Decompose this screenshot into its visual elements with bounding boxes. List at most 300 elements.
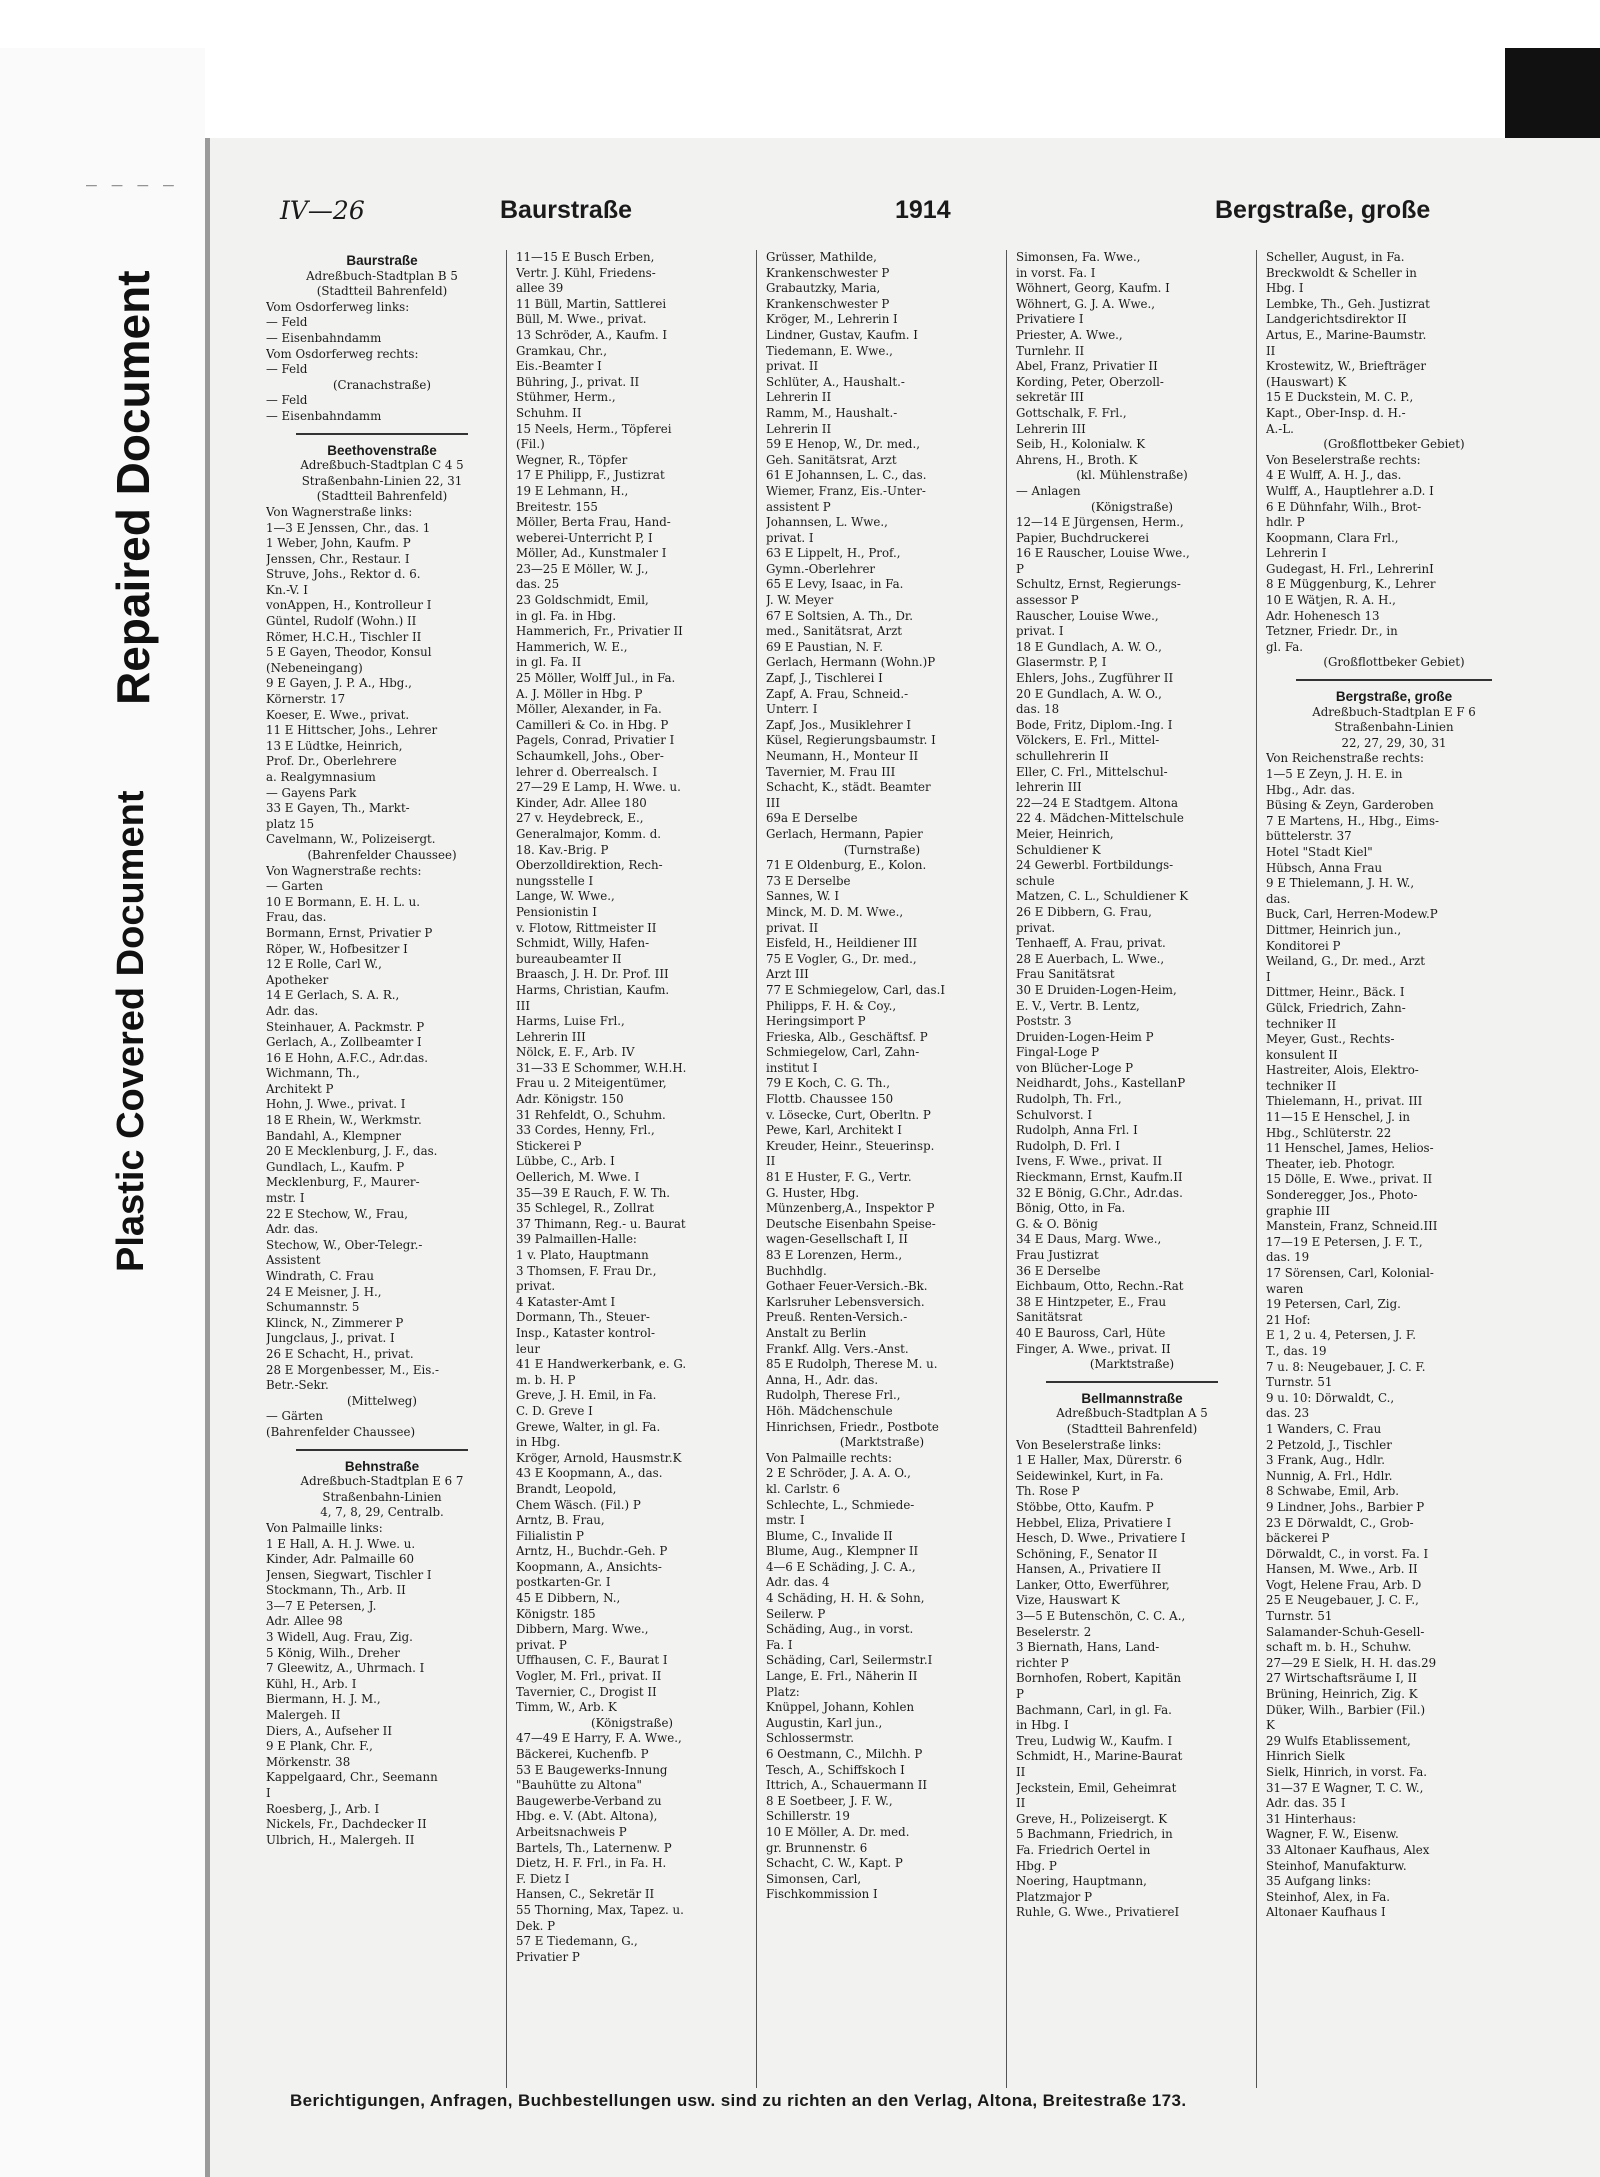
left-margin bbox=[0, 48, 205, 2177]
directory-line: allee 39 bbox=[516, 281, 564, 296]
directory-line: Seidewinkel, Kurt, in Fa. bbox=[1016, 1468, 1164, 1483]
directory-line: Krankenschwester P bbox=[766, 296, 890, 311]
street-heading: Beethovenstraße bbox=[327, 442, 437, 458]
directory-line: Münzenberg,A., Inspektor P bbox=[766, 1201, 935, 1216]
directory-line: in Hbg. I bbox=[1016, 1718, 1069, 1733]
directory-line: — Feld bbox=[266, 393, 308, 408]
directory-line: 32 E Bönig, G.Chr., Adr.das. bbox=[1016, 1185, 1183, 1200]
directory-line: Thielemann, H., privat. III bbox=[1266, 1094, 1423, 1109]
directory-line: von Blücher-Loge P bbox=[1016, 1060, 1134, 1075]
directory-line: Wichmann, Th., bbox=[266, 1066, 360, 1081]
directory-line: Gramkau, Chr., bbox=[516, 343, 608, 358]
directory-line: (Marktstraße) bbox=[1089, 1357, 1175, 1372]
directory-line: G. Huster, Hbg. bbox=[766, 1185, 860, 1200]
directory-line: Koeser, E. Wwe., privat. bbox=[266, 707, 410, 722]
directory-line: Scheller, August, in Fa. bbox=[1266, 250, 1405, 264]
directory-line: Schäding, Aug., in vorst. bbox=[766, 1622, 914, 1637]
directory-line: Büll, M. Wwe., privat. bbox=[516, 312, 647, 327]
directory-line: — Eisenbahndamm bbox=[266, 330, 382, 345]
directory-line: Wagner, F. W., Eisenw. bbox=[1266, 1827, 1399, 1842]
directory-line: Ahrens, H., Broth. K bbox=[1016, 452, 1138, 467]
directory-line: Insp., Kataster kontrol- bbox=[516, 1325, 655, 1340]
directory-line: 1 Weber, John, Kaufm. P bbox=[266, 536, 411, 551]
directory-line: 20 E Mecklenburg, J. F., das. bbox=[266, 1144, 438, 1159]
directory-line: Hinrichsen, Friedr., Postbote bbox=[766, 1419, 939, 1434]
directory-line: P bbox=[1016, 561, 1024, 576]
directory-line: Schöning, F., Senator II bbox=[1016, 1546, 1158, 1561]
directory-line: Papier, Buchdruckerei bbox=[1016, 530, 1149, 545]
directory-line: m. b. H. P bbox=[516, 1372, 576, 1387]
directory-line: bureaubeamter II bbox=[516, 951, 622, 966]
directory-line: Adr. das. bbox=[266, 1222, 319, 1237]
directory-line: 69a E Derselbe bbox=[766, 811, 858, 826]
directory-line: 3—7 E Petersen, J. bbox=[266, 1598, 377, 1613]
directory-line: Privatiere I bbox=[1016, 312, 1084, 327]
directory-line: Apotheker bbox=[266, 972, 329, 987]
directory-line: Schlossermstr. bbox=[766, 1731, 854, 1746]
directory-line: 77 E Schmiegelow, Carl, das.I bbox=[766, 982, 945, 997]
directory-line: Hbg. P bbox=[1016, 1858, 1057, 1873]
directory-line: Ruhle, G. Wwe., PrivatiereI bbox=[1016, 1905, 1180, 1920]
directory-line: v. Flotow, Rittmeister II bbox=[516, 920, 657, 935]
directory-line: Buchhdlg. bbox=[766, 1263, 827, 1278]
directory-line: Windrath, C. Frau bbox=[266, 1269, 374, 1283]
directory-line: Zapf, J., Tischlerei I bbox=[766, 671, 883, 686]
directory-line: Frau u. 2 Miteigentümer, bbox=[516, 1076, 667, 1091]
directory-line: Adreßbuch-Stadtplan E 6 7 bbox=[300, 1474, 464, 1489]
directory-line: 7 E Martens, H., Hbg., Eims- bbox=[1266, 813, 1440, 828]
directory-line: Stühmer, Herm., bbox=[516, 390, 616, 405]
directory-line: Vogler, M. Frl., privat. II bbox=[516, 1669, 662, 1684]
directory-line: 4—6 E Schäding, J. C. A., bbox=[766, 1559, 916, 1574]
directory-line: 9 E Thielemann, J. H. W., bbox=[1266, 876, 1415, 891]
left-street-title: Baurstraße bbox=[500, 196, 632, 224]
directory-line: Küsel, Regierungsbaumstr. I bbox=[766, 733, 936, 748]
directory-line: Generalmajor, Komm. d. bbox=[516, 826, 662, 841]
directory-line: Schumannstr. 5 bbox=[266, 1300, 360, 1315]
directory-line: P bbox=[1016, 1687, 1024, 1702]
directory-line: Adreßbuch-Stadtplan C 4 5 bbox=[300, 458, 464, 473]
directory-line: 4, 7, 8, 29, Centralb. bbox=[320, 1505, 444, 1520]
directory-line: 4 Kataster-Amt I bbox=[516, 1294, 616, 1309]
directory-line: 13 Schröder, A., Kaufm. I bbox=[516, 327, 668, 342]
directory-line: privat. bbox=[1016, 920, 1056, 935]
directory-line: Glasermstr. P, I bbox=[1016, 655, 1107, 670]
directory-line: 12 E Rolle, Carl W., bbox=[266, 957, 382, 972]
directory-line: gl. Fa. bbox=[1266, 639, 1303, 654]
directory-line: Diers, A., Aufseher II bbox=[266, 1723, 392, 1738]
directory-line: Von Wagnerstraße rechts: bbox=[266, 863, 422, 878]
directory-line: Schulvorst. I bbox=[1016, 1107, 1093, 1122]
directory-line: Koopmann, A., Ansichts- bbox=[516, 1559, 662, 1574]
directory-line: Tetzner, Friedr. Dr., in bbox=[1266, 624, 1398, 639]
directory-line: C. D. Greve I bbox=[516, 1403, 593, 1418]
directory-line: 57 E Tiedemann, G., bbox=[516, 1934, 638, 1949]
directory-line: Vogt, Helene Frau, Arb. D bbox=[1266, 1577, 1422, 1592]
directory-line: Simonsen, Carl, bbox=[766, 1871, 862, 1886]
directory-line: postkarten-Gr. I bbox=[516, 1575, 611, 1590]
directory-line: Sielk, Hinrich, in vorst. Fa. bbox=[1266, 1765, 1428, 1779]
directory-line: Nickels, Fr., Dachdecker II bbox=[266, 1817, 427, 1832]
directory-line: Dörwaldt, C., in vorst. Fa. I bbox=[1266, 1546, 1429, 1561]
directory-line: Karlsruher Lebensversich. bbox=[766, 1294, 925, 1309]
directory-line: I bbox=[266, 1786, 271, 1800]
directory-line: (Königstraße) bbox=[1090, 499, 1174, 514]
directory-line: (Stadtteil Bahrenfeld) bbox=[1066, 1421, 1198, 1436]
directory-line: Chem Wäsch. (Fil.) P bbox=[516, 1497, 641, 1512]
directory-line: 1—5 E Zeyn, J. H. E. in bbox=[1266, 767, 1403, 781]
directory-line: 15 E Duckstein, M. C. P., bbox=[1266, 390, 1414, 405]
directory-line: Adreßbuch-Stadtplan A 5 bbox=[1056, 1406, 1208, 1421]
directory-line: 35—39 E Rauch, F. W. Th. bbox=[516, 1185, 671, 1200]
directory-line: Bode, Fritz, Diplom.-Ing. I bbox=[1016, 717, 1173, 732]
directory-line: Bormann, Ernst, Privatier P bbox=[266, 925, 433, 940]
year: 1914 bbox=[895, 196, 951, 224]
directory-line: F. Dietz I bbox=[516, 1871, 570, 1886]
directory-line: Konditorei P bbox=[1266, 938, 1341, 953]
street-heading: Baurstraße bbox=[346, 253, 418, 268]
directory-line: 24 E Meisner, J. H., bbox=[266, 1284, 382, 1299]
directory-line: 11 Henschel, James, Helios- bbox=[1266, 1141, 1434, 1156]
directory-line: Adr. das. bbox=[266, 1003, 319, 1018]
directory-line: waren bbox=[1266, 1281, 1304, 1296]
directory-line: 3 Biernath, Hans, Land- bbox=[1016, 1640, 1160, 1655]
directory-line: 1 v. Plato, Hauptmann bbox=[516, 1248, 649, 1262]
directory-line: Frieska, Alb., Geschäftsf. P bbox=[766, 1029, 928, 1044]
directory-line: Platz: bbox=[766, 1684, 800, 1699]
directory-line: 31—37 E Wagner, T. C. W., bbox=[1266, 1780, 1424, 1795]
directory-line: 81 E Huster, F. G., Vertr. bbox=[766, 1170, 912, 1185]
directory-line: v. Lösecke, Curt, Oberltn. P bbox=[766, 1107, 931, 1122]
directory-line: Bühring, J., privat. II bbox=[516, 374, 640, 389]
directory-line: 10 E Bormann, E. H. L. u. bbox=[266, 894, 421, 909]
directory-line: 5 König, Wilh., Dreher bbox=[266, 1645, 400, 1660]
directory-line: Knüppel, Johann, Kohlen bbox=[766, 1700, 915, 1715]
directory-line: Schultz, Ernst, Regierungs- bbox=[1016, 577, 1181, 592]
directory-line: 7 u. 8: Neugebauer, J. C. F. bbox=[1266, 1359, 1426, 1374]
directory-line: Harms, Christian, Kaufm. bbox=[516, 982, 670, 997]
directory-line: 23 Goldschmidt, Emil, bbox=[516, 593, 649, 608]
directory-line: Gymn.-Oberlehrer bbox=[766, 561, 876, 576]
directory-line: Druiden-Logen-Heim P bbox=[1016, 1029, 1154, 1044]
directory-line: Brandt, Leopold, bbox=[516, 1481, 617, 1496]
directory-line: Von Reichenstraße rechts: bbox=[1266, 751, 1424, 766]
directory-line: Privatier P bbox=[516, 1949, 580, 1964]
street-heading: Bergstraße, große bbox=[1335, 689, 1453, 705]
directory-line: Dittmer, Heinr., Bäck. I bbox=[1266, 985, 1405, 1000]
plastic-covered-document-label: Plastic Covered Document bbox=[110, 790, 152, 1272]
directory-line: 33 Cordes, Henny, Frl., bbox=[516, 1123, 655, 1138]
directory-line: 18 E Gundlach, A. W. O., bbox=[1016, 639, 1162, 654]
directory-line: Tiedemann, E. Wwe., bbox=[766, 343, 893, 358]
directory-line: gr. Brunnenstr. 6 bbox=[766, 1840, 868, 1855]
directory-line: Arzt III bbox=[766, 967, 809, 982]
directory-line: Sonderegger, Jos., Photo- bbox=[1266, 1188, 1418, 1203]
directory-line: büttelerstr. 37 bbox=[1266, 829, 1352, 844]
directory-line: Dibbern, Marg. Wwe., bbox=[516, 1622, 649, 1637]
directory-line: Camilleri & Co. in Hbg. P bbox=[516, 717, 669, 732]
directory-line: Lehrerin II bbox=[766, 390, 832, 405]
column-5 bbox=[1260, 250, 1522, 2088]
directory-line: Rudolph, Anna Frl. I bbox=[1016, 1123, 1138, 1138]
directory-line: Von Wagnerstraße links: bbox=[266, 504, 413, 519]
directory-line: Schlüter, A., Haushalt.- bbox=[766, 374, 905, 389]
directory-line: Baugewerbe-Verband zu bbox=[516, 1793, 662, 1808]
directory-line: 30 E Druiden-Logen-Heim, bbox=[1016, 982, 1177, 997]
directory-line: (Bahrenfelder Chaussee) bbox=[307, 847, 457, 862]
directory-line: 83 E Lorenzen, Herm., bbox=[766, 1248, 903, 1262]
directory-line: 9 E Plank, Chr. F., bbox=[266, 1739, 373, 1754]
column-divider bbox=[1006, 250, 1007, 2088]
directory-line: Schäding, Carl, Seilermstr.I bbox=[766, 1653, 933, 1668]
directory-line: Gülck, Friedrich, Zahn- bbox=[1266, 1000, 1406, 1015]
directory-line: III bbox=[766, 795, 780, 810]
directory-line: Nunnig, A. Frl., Hdlr. bbox=[1266, 1468, 1393, 1483]
directory-line: lehrer d. Oberrealsch. I bbox=[516, 764, 658, 779]
directory-line: mstr. I bbox=[266, 1191, 305, 1206]
directory-line: Wiemer, Franz, Eis.-Unter- bbox=[766, 483, 926, 498]
directory-line: 31—33 E Schommer, W.H.H. bbox=[516, 1060, 687, 1075]
directory-line: 27 v. Heydebreck, E., bbox=[516, 811, 644, 826]
directory-line: Neidhardt, Johs., KastellanP bbox=[1016, 1076, 1186, 1091]
directory-line: 28 E Auerbach, L. Wwe., bbox=[1016, 951, 1165, 966]
directory-line: Dek. P bbox=[516, 1918, 556, 1933]
directory-line: Kinder, Adr. Allee 180 bbox=[516, 795, 647, 810]
directory-line: (Marktstraße) bbox=[839, 1435, 925, 1450]
directory-line: Römer, H.C.H., Tischler II bbox=[266, 629, 422, 644]
directory-line: bäckerei P bbox=[1266, 1531, 1330, 1546]
directory-line: Ehlers, Johs., Zugführer II bbox=[1016, 671, 1174, 686]
directory-line: 69 E Paustian, N. F. bbox=[766, 639, 884, 654]
directory-line: J. W. Meyer bbox=[766, 593, 834, 608]
directory-line: Kröger, Arnold, Hausmstr.K bbox=[516, 1450, 682, 1465]
directory-line: Eis.-Beamter I bbox=[516, 359, 602, 374]
directory-line: — Anlagen bbox=[1016, 483, 1081, 498]
directory-line: 3—5 E Butenschön, C. C. A., bbox=[1016, 1609, 1186, 1624]
directory-line: Wöhnert, Georg, Kaufm. I bbox=[1016, 281, 1170, 296]
directory-line: wagen-Gesellschaft I, II bbox=[766, 1232, 908, 1247]
section-rule bbox=[296, 1441, 468, 1451]
directory-line: 15 Neels, Herm., Töpferei bbox=[516, 421, 672, 436]
directory-line: Hansen, C., Sekretär II bbox=[516, 1887, 655, 1902]
directory-line: 34 E Daus, Marg. Wwe., bbox=[1016, 1232, 1162, 1247]
directory-line: Deutsche Eisenbahn Speise- bbox=[766, 1216, 936, 1231]
directory-line: Koopmann, Clara Frl., bbox=[1266, 530, 1399, 545]
directory-line: Braasch, J. H. Dr. Prof. III bbox=[516, 967, 669, 982]
directory-line: institut I bbox=[766, 1060, 818, 1075]
directory-line: Lehrerin I bbox=[1266, 546, 1327, 561]
column-divider bbox=[506, 250, 507, 2088]
directory-line: assistent P bbox=[766, 499, 831, 514]
directory-line: Stickerei P bbox=[516, 1138, 582, 1153]
directory-line: Ivens, F. Wwe., privat. II bbox=[1016, 1154, 1162, 1169]
directory-line: Architekt P bbox=[266, 1081, 334, 1096]
directory-line: Kappelgaard, Chr., Seemann bbox=[266, 1770, 438, 1785]
directory-line: Assistent bbox=[266, 1253, 321, 1268]
directory-line: Stechow, W., Ober-Telegr.- bbox=[266, 1237, 423, 1252]
directory-line: 35 Aufgang links: bbox=[1266, 1874, 1372, 1889]
directory-line: Von Beselerstraße rechts: bbox=[1266, 452, 1421, 467]
directory-line: privat. II bbox=[766, 359, 819, 374]
directory-line: Schacht, K., städt. Beamter bbox=[766, 780, 931, 795]
directory-line: Hastreiter, Alois, Elektro- bbox=[1266, 1063, 1419, 1078]
directory-line: Höh. Mädchenschule bbox=[766, 1403, 893, 1418]
directory-line: 22 E Stechow, W., Frau, bbox=[266, 1206, 408, 1221]
directory-line: Poststr. 3 bbox=[1016, 1014, 1072, 1029]
directory-line: Meyer, Gust., Rechts- bbox=[1266, 1032, 1395, 1047]
directory-line: 5 E Gayen, Theodor, Konsul bbox=[266, 645, 432, 660]
directory-line: Hesch, D. Wwe., Privatiere I bbox=[1016, 1531, 1186, 1546]
directory-line: Priester, A. Wwe., bbox=[1016, 327, 1123, 342]
directory-line: a. Realgymnasium bbox=[266, 770, 376, 784]
directory-line: Schlechte, L., Schmiede- bbox=[766, 1497, 915, 1512]
directory-line: Preuß. Renten-Versich.- bbox=[766, 1310, 908, 1325]
directory-line: (Cranachstraße) bbox=[332, 377, 432, 392]
directory-line: Greve, H., Polizeisergt. K bbox=[1016, 1811, 1168, 1826]
directory-line: Rauscher, Louise Wwe., bbox=[1016, 608, 1159, 623]
directory-line: 63 E Lippelt, H., Prof., bbox=[766, 546, 901, 561]
directory-line: Von Palmaille links: bbox=[266, 1520, 383, 1535]
directory-line: Zapf, Jos., Musiklehrer I bbox=[766, 717, 912, 732]
directory-line: Pagels, Conrad, Privatier I bbox=[516, 733, 675, 748]
directory-line: Hbg. I bbox=[1266, 281, 1304, 296]
directory-line: A. J. Möller in Hbg. P bbox=[516, 686, 643, 701]
directory-line: Kn.-V. I bbox=[266, 582, 308, 597]
directory-line: 23—25 E Möller, W. J., bbox=[516, 561, 649, 576]
directory-line: Steinhof, Manufakturw. bbox=[1266, 1858, 1407, 1873]
directory-line: 8 E Soetbeer, J. F. W., bbox=[766, 1793, 893, 1808]
directory-line: 1 E Haller, Max, Dürerstr. 6 bbox=[1016, 1453, 1183, 1468]
directory-line: 35 Schlegel, R., Zollrat bbox=[516, 1201, 654, 1216]
directory-line: Möller, Berta Frau, Hand- bbox=[516, 515, 671, 530]
directory-line: Timm, W., Arb. K bbox=[516, 1700, 617, 1715]
directory-line: das. 25 bbox=[516, 577, 560, 592]
directory-line: in gl. Fa. in Hbg. bbox=[516, 608, 617, 623]
directory-line: Kröger, M., Lehrerin I bbox=[766, 312, 898, 327]
directory-line: 2 E Schröder, J. A. A. O., bbox=[766, 1466, 911, 1481]
directory-line: in vorst. Fa. I bbox=[1016, 265, 1096, 280]
page-header bbox=[280, 196, 1580, 232]
directory-line: 38 E Hintzpeter, E., Frau bbox=[1016, 1294, 1167, 1309]
directory-line: 71 E Oldenburg, E., Kolon. bbox=[766, 858, 927, 873]
directory-line: privat. P bbox=[516, 1637, 567, 1652]
directory-line: 18. Kav.-Brig. P bbox=[516, 842, 609, 857]
directory-line: 22—24 E Stadtgem. Altona bbox=[1016, 795, 1179, 810]
directory-line: schule bbox=[1016, 873, 1055, 888]
directory-line: 3 Thomsen, F. Frau Dr., bbox=[516, 1263, 657, 1278]
directory-line: (Fil.) bbox=[516, 437, 545, 452]
directory-line: mstr. I bbox=[766, 1513, 805, 1528]
directory-line: — Eisenbahndamm bbox=[266, 408, 382, 423]
directory-line: Adr. Königstr. 150 bbox=[516, 1092, 624, 1107]
directory-line: das. 19 bbox=[1266, 1250, 1310, 1265]
directory-line: 33 E Gayen, Th., Markt- bbox=[266, 801, 410, 816]
section-rule bbox=[1296, 671, 1492, 681]
directory-line: Schmidt, Willy, Hafen- bbox=[516, 936, 650, 951]
directory-line: T., das. 19 bbox=[1266, 1343, 1327, 1358]
directory-line: 26 E Schacht, H., privat. bbox=[266, 1346, 414, 1361]
directory-line: Buck, Carl, Herren-Modew.P bbox=[1266, 907, 1438, 922]
directory-line: Schacht, C. W., Kapt. P bbox=[766, 1856, 903, 1871]
directory-line: Prof. Dr., Oberlehrere bbox=[266, 754, 397, 769]
directory-line: Schuldiener K bbox=[1016, 842, 1101, 857]
directory-line: Jenssen, Chr., Restaur. I bbox=[266, 551, 410, 566]
directory-line: Hbg. e. V. (Abt. Altona), bbox=[516, 1809, 658, 1824]
directory-line: 16 E Rauscher, Louise Wwe., bbox=[1016, 546, 1190, 561]
directory-line: 17 Sörensen, Carl, Kolonial- bbox=[1266, 1266, 1434, 1280]
directory-line: 41 E Handwerkerbank, e. G. bbox=[516, 1357, 687, 1372]
directory-line: Anna, H., Adr. das. bbox=[766, 1372, 879, 1387]
directory-line: kl. Carlstr. 6 bbox=[766, 1481, 841, 1496]
directory-line: Weiland, G., Dr. med., Arzt bbox=[1266, 954, 1426, 969]
directory-line: 61 E Johannsen, L. C., das. bbox=[766, 468, 927, 483]
directory-line: (kl. Mühlenstraße) bbox=[1076, 468, 1188, 483]
directory-line: 27 Wirtschaftsräume I, II bbox=[1266, 1671, 1417, 1686]
directory-line: richter P bbox=[1016, 1655, 1069, 1670]
directory-line: lehrerin III bbox=[1016, 780, 1082, 795]
directory-line: 27—29 E Lamp, H. Wwe. u. bbox=[516, 780, 681, 795]
directory-line: 3 Frank, Aug., Hdlr. bbox=[1266, 1453, 1385, 1468]
directory-line: Fa. Friedrich Oertel in bbox=[1016, 1842, 1151, 1857]
directory-line: 13 E Lüdtke, Heinrich, bbox=[266, 738, 403, 753]
publisher-footer: Berichtigungen, Anfragen, Buchbestellungen usw. sind zu richten an den Verlag, Altona, Breitestraße 173. bbox=[290, 2091, 1187, 2110]
directory-line: Frau Sanitätsrat bbox=[1016, 967, 1115, 982]
directory-line: Landgerichtsdirektor II bbox=[1266, 312, 1407, 327]
directory-line: techniker II bbox=[1266, 1078, 1337, 1093]
directory-line: 47—49 E Harry, F. A. Wwe., bbox=[516, 1731, 682, 1746]
directory-line: Adreßbuch-Stadtplan E F 6 bbox=[1312, 704, 1476, 719]
directory-line: Zapf, A. Frau, Schneid.- bbox=[766, 686, 909, 701]
directory-line: 31 Hinterhaus: bbox=[1266, 1811, 1357, 1826]
directory-line: 29 Wulfs Etablissement, bbox=[1266, 1733, 1411, 1748]
directory-line: Beselerstr. 2 bbox=[1016, 1624, 1092, 1639]
directory-line: Frankf. Allg. Vers.-Anst. bbox=[766, 1341, 909, 1356]
directory-line: 23 E Dörwaldt, C., Grob- bbox=[1266, 1515, 1414, 1530]
directory-line: Adr. Hohenesch 13 bbox=[1266, 608, 1380, 623]
scan-corner-shadow bbox=[1505, 48, 1600, 138]
directory-line: Büsing & Zeyn, Garderoben bbox=[1266, 798, 1434, 813]
directory-line: Kapt., Ober-Insp. d. H.- bbox=[1266, 405, 1406, 420]
directory-line: 19 Petersen, Carl, Zig. bbox=[1266, 1297, 1401, 1312]
directory-line: 5 Bachmann, Friedrich, in bbox=[1016, 1827, 1173, 1842]
directory-line: II bbox=[766, 1154, 776, 1169]
directory-line: 21 Hof: bbox=[1266, 1312, 1311, 1327]
directory-line: 53 E Baugewerks-Innung bbox=[516, 1762, 668, 1777]
directory-line: Tenhaeff, A. Frau, privat. bbox=[1016, 936, 1166, 951]
directory-line: 20 E Gundlach, A. W. O., bbox=[1016, 686, 1162, 701]
directory-line: Röper, W., Hofbesitzer I bbox=[266, 941, 408, 956]
directory-line: Minck, M. D. M. Wwe., bbox=[766, 904, 904, 919]
directory-line: Bönig, Otto, in Fa. bbox=[1016, 1201, 1126, 1216]
directory-line: Struve, Johs., Rektor d. 6. bbox=[266, 567, 421, 582]
directory-line: Altonaer Kaufhaus I bbox=[1266, 1905, 1386, 1920]
directory-line: Rieckmann, Ernst, Kaufm.II bbox=[1016, 1170, 1183, 1185]
directory-line: Wulff, A., Hauptlehrer a.D. I bbox=[1266, 483, 1434, 498]
directory-line: (Nebeneingang) bbox=[266, 660, 363, 675]
directory-line: leur bbox=[516, 1341, 540, 1356]
directory-line: Adr. das. 35 I bbox=[1266, 1796, 1346, 1811]
directory-line: 1 Wanders, C. Frau bbox=[1266, 1421, 1382, 1436]
directory-line: das. bbox=[1266, 891, 1291, 906]
directory-line: Oellerich, M. Wwe. I bbox=[516, 1170, 640, 1185]
page-number: IV—26 bbox=[280, 196, 365, 225]
directory-line: Lange, W. Wwe., bbox=[516, 889, 615, 904]
directory-line: Arntz, B. Frau, bbox=[516, 1513, 605, 1528]
directory-line: Breckwoldt & Scheller in bbox=[1266, 265, 1417, 280]
directory-line: Geh. Sanitätsrat, Arzt bbox=[766, 452, 897, 467]
directory-line: Harms, Luise Frl., bbox=[516, 1014, 625, 1029]
directory-line: Bäckerei, Kuchenfb. P bbox=[516, 1747, 649, 1761]
